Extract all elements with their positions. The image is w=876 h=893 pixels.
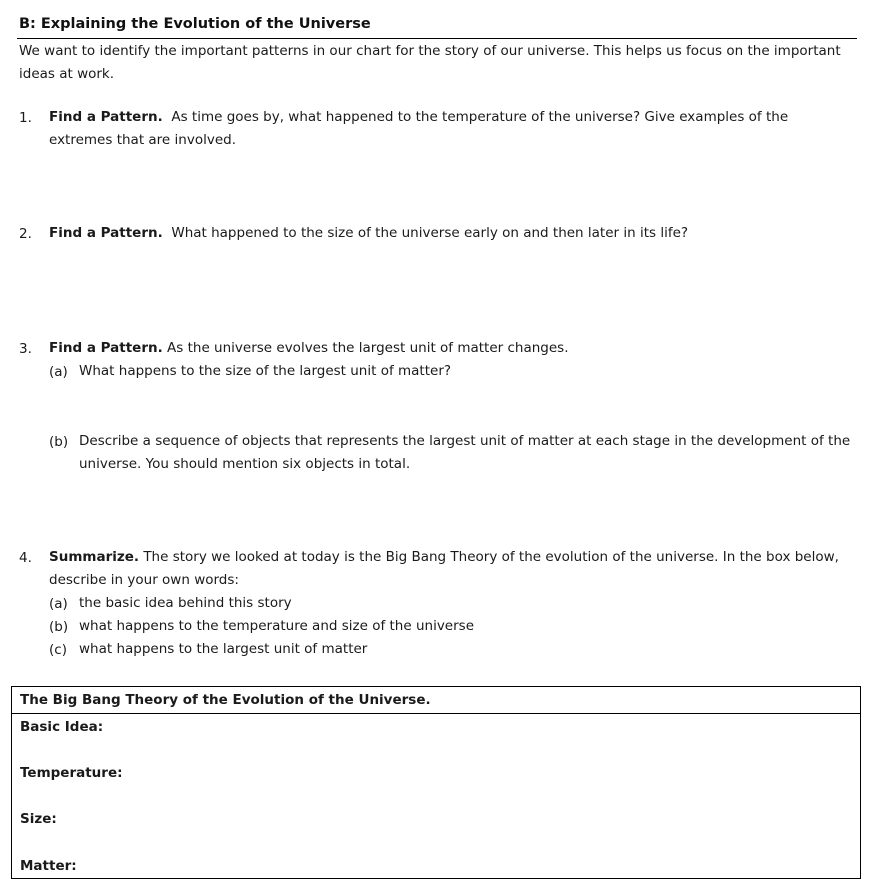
question-4 bbox=[49, 546, 839, 592]
field-temperature[interactable]: Temperature: bbox=[20, 765, 123, 781]
question-4a-label: (a) bbox=[49, 596, 68, 612]
question-1-heading: Find a Pattern. bbox=[49, 109, 163, 125]
section-intro: We want to identify the important patterns in our chart for the story of our universe. This helps us focus on the important ideas at work. bbox=[19, 43, 841, 82]
question-1-text: As time goes by, what happened to the temperature of the universe? Give examples of the extremes that are involved. bbox=[49, 109, 789, 148]
question-2-heading: Find a Pattern. bbox=[49, 225, 163, 241]
question-4-text: The story we looked at today is the Big Bang Theory of the evolution of the universe. In the box below, describe in your own words: bbox=[49, 549, 839, 588]
question-3-heading: Find a Pattern. bbox=[49, 340, 163, 356]
title-divider bbox=[17, 38, 857, 39]
field-basic-idea[interactable]: Basic Idea: bbox=[20, 719, 104, 735]
field-matter[interactable]: Matter: bbox=[20, 858, 77, 874]
question-2-text: What happened to the size of the universe early on and then later in its life? bbox=[171, 225, 689, 241]
question-3b-text: Describe a sequence of objects that represents the largest unit of matter at each stage in the development of the universe. You should mention six objects in total. bbox=[79, 433, 851, 472]
question-3-number: 3. bbox=[19, 341, 32, 357]
question-3 bbox=[49, 337, 849, 360]
question-1 bbox=[49, 106, 849, 152]
question-4c-label: (c) bbox=[49, 642, 67, 658]
question-1-number: 1. bbox=[19, 110, 32, 126]
question-4b-label: (b) bbox=[49, 619, 69, 635]
question-4-heading: Summarize. bbox=[49, 549, 140, 565]
question-3-text: As the universe evolves the largest unit of matter changes. bbox=[167, 340, 569, 356]
answer-box-title: The Big Bang Theory of the Evolution of the Universe. bbox=[12, 687, 860, 714]
question-4b-text: what happens to the temperature and size of the universe bbox=[79, 618, 475, 634]
question-2-number: 2. bbox=[19, 226, 32, 242]
question-4-number: 4. bbox=[19, 550, 32, 566]
question-3b-label: (b) bbox=[49, 434, 69, 450]
question-4a-text: the basic idea behind this story bbox=[79, 595, 292, 611]
question-4c-text: what happens to the largest unit of matter bbox=[79, 641, 368, 657]
question-3a-label: (a) bbox=[49, 364, 68, 380]
answer-box bbox=[11, 686, 861, 879]
question-3a-text: What happens to the size of the largest unit of matter? bbox=[79, 363, 452, 379]
field-size[interactable]: Size: bbox=[20, 811, 57, 827]
question-2 bbox=[49, 222, 849, 245]
section-title: B: Explaining the Evolution of the Universe bbox=[19, 16, 371, 32]
